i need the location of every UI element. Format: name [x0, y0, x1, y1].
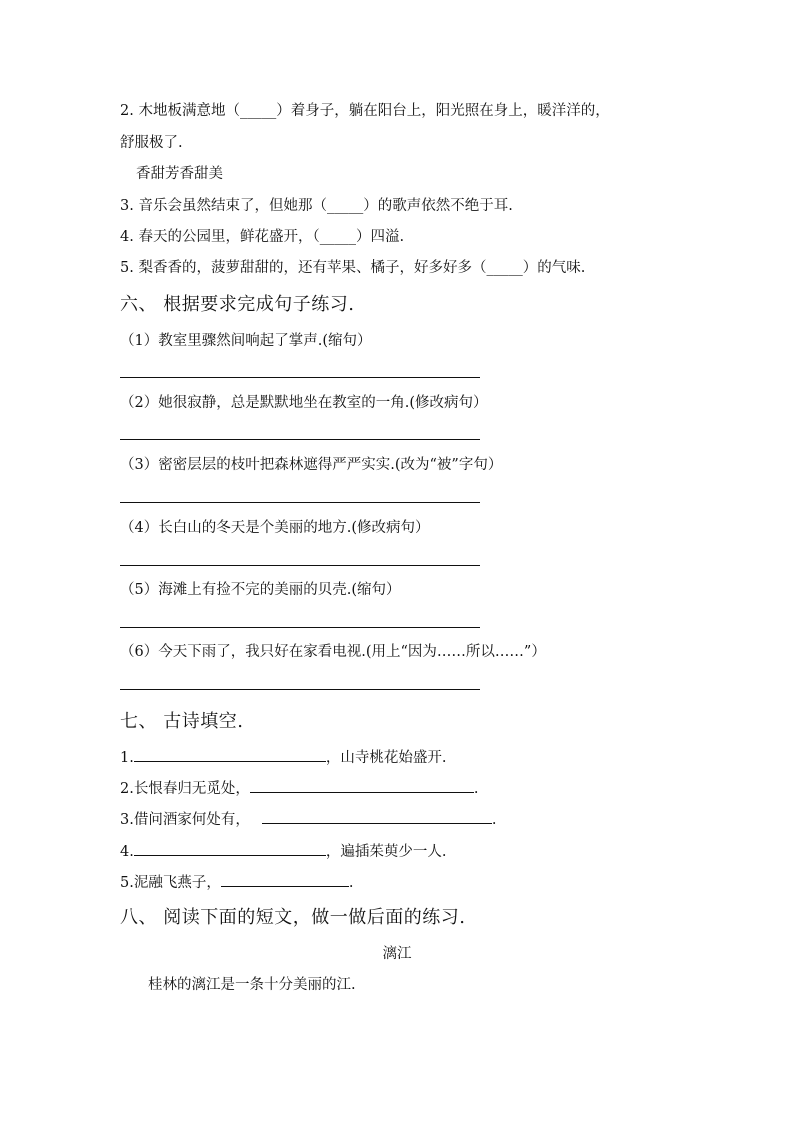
section-6-heading: 六、 根据要求完成句子练习.	[120, 294, 355, 315]
poem-line-1	[120, 747, 446, 768]
question-text: 春天的公园里，鲜花盛开，（	[138, 229, 320, 245]
question-5	[120, 258, 585, 278]
poem-blank[interactable]	[221, 872, 349, 887]
answer-line-2[interactable]	[120, 439, 480, 440]
poem-prefix: 1.	[120, 750, 134, 766]
answer-blank[interactable]: _____	[239, 103, 277, 119]
sentence-exercise-4: （4）长白山的冬天是个美丽的地方.(修改病句）	[120, 520, 430, 536]
poem-line-3	[120, 809, 496, 830]
poem-end: .	[491, 812, 497, 828]
passage-text: 桂林的漓江是一条十分美丽的江.	[148, 977, 356, 993]
question-number: 5.	[120, 260, 134, 276]
question-number: 2.	[120, 103, 134, 119]
answer-blank[interactable]: _____	[319, 229, 356, 245]
poem-prefix: 3.借问酒家何处有，	[120, 812, 250, 828]
answer-line-5[interactable]	[120, 627, 480, 628]
question-text: ）的气味.	[522, 260, 586, 276]
question-2-continued: 舒服极了.	[120, 135, 183, 151]
answer-blank[interactable]: _____	[486, 260, 523, 276]
question-text: 音乐会虽然结束了，但她那（	[138, 198, 327, 214]
poem-end: .	[473, 781, 479, 797]
sentence-exercise-6: （6）今天下雨了，我只好在家看电视.(用上“因为……所以……”）	[120, 644, 546, 660]
question-text: 木地板满意地（	[138, 103, 240, 119]
poem-text: ，山寺桃花始盛开.	[325, 750, 447, 766]
poem-blank[interactable]	[134, 841, 326, 856]
poem-line-4	[120, 841, 446, 862]
poem-prefix: 2.长恨春归无觅处，	[120, 781, 250, 797]
answer-line-4[interactable]	[120, 565, 480, 566]
question-text: ）着身子，躺在阳台上，阳光照在身上，暖洋洋的，	[276, 103, 610, 119]
answer-line-3[interactable]	[120, 502, 480, 503]
answer-line-1[interactable]	[120, 377, 480, 378]
question-text: 梨香香的，菠萝甜甜的，还有苹果、橘子，好多好多（	[138, 260, 487, 276]
section-7-heading: 七、 古诗填空.	[120, 711, 244, 732]
question-4	[120, 227, 404, 247]
word-bank: 香甜芳香甜美	[136, 166, 223, 182]
poem-line-2	[120, 778, 478, 799]
question-text: ）四溢.	[355, 229, 405, 245]
poem-line-5	[120, 872, 353, 893]
answer-blank[interactable]: _____	[326, 198, 364, 214]
poem-prefix: 5.泥融飞燕子，	[120, 875, 221, 891]
question-3	[120, 196, 513, 216]
sentence-exercise-2: （2）她很寂静，总是默默地坐在教室的一角.(修改病句）	[120, 395, 488, 411]
passage-title: 漓江	[382, 946, 412, 962]
section-8-heading: 八、 阅读下面的短文，做一做后面的练习.	[120, 907, 466, 928]
sentence-exercise-3: （3）密密层层的枝叶把森林遮得严严实实.(改为“被”字句）	[120, 457, 503, 473]
question-text: ）的歌声依然不绝于耳.	[363, 198, 513, 214]
poem-blank[interactable]	[134, 747, 326, 762]
question-number: 3.	[120, 198, 134, 214]
sentence-exercise-5: （5）海滩上有捡不完的美丽的贝壳.(缩句）	[120, 582, 401, 598]
poem-text: ，遍插茱萸少一人.	[325, 844, 447, 860]
sentence-exercise-1: （1）教室里骤然间响起了掌声.(缩句）	[120, 333, 372, 349]
poem-prefix: 4.	[120, 844, 134, 860]
poem-end: .	[348, 875, 354, 891]
answer-line-6[interactable]	[120, 689, 480, 690]
question-number: 4.	[120, 229, 134, 245]
poem-blank[interactable]	[250, 778, 474, 793]
question-2	[120, 101, 610, 121]
poem-blank[interactable]	[262, 809, 492, 824]
